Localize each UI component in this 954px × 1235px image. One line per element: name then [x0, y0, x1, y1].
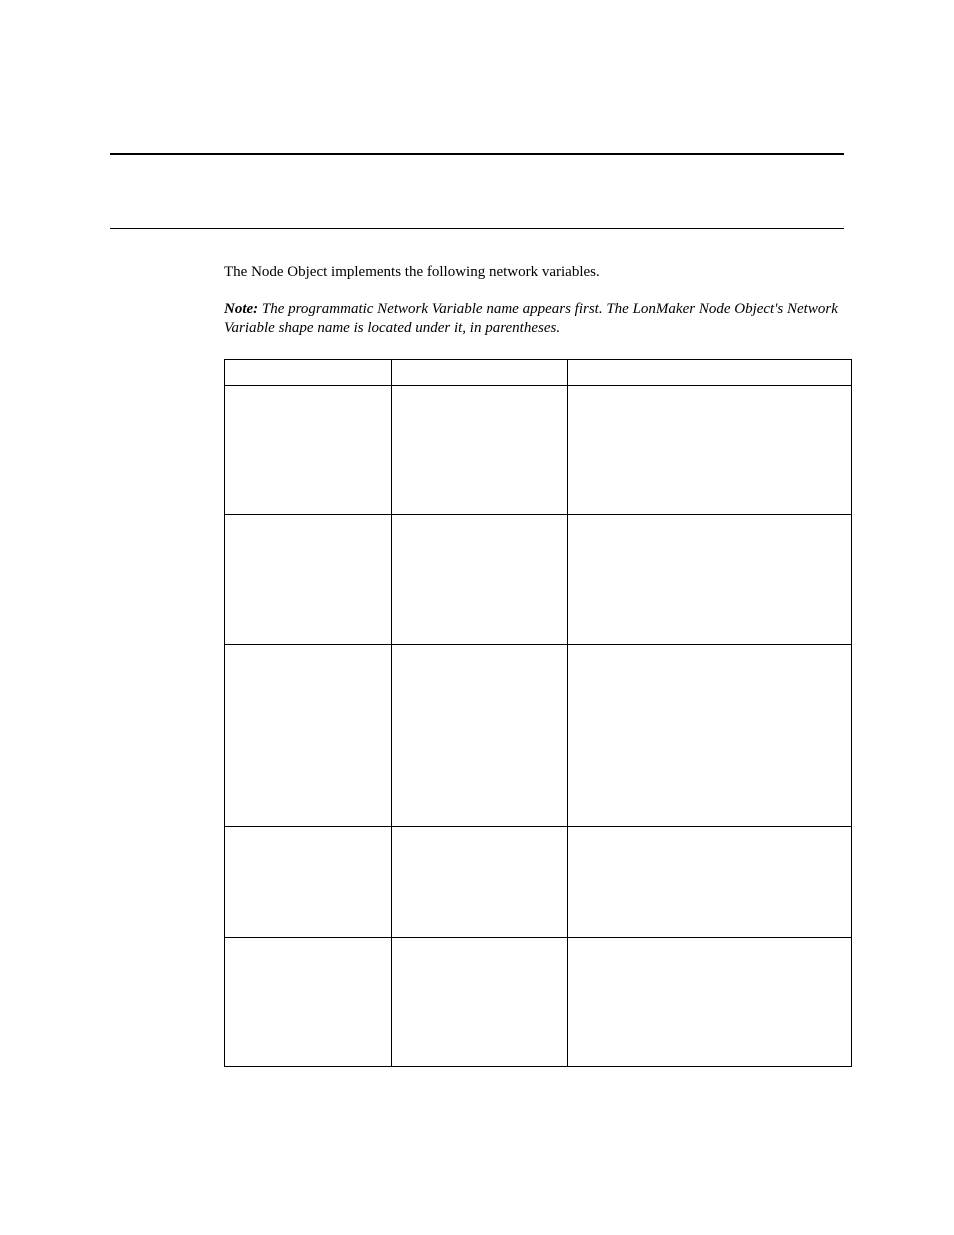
table-header-cell	[225, 360, 392, 386]
table-cell	[392, 645, 568, 827]
intro-paragraph: The Node Object implements the following network variables.	[224, 264, 600, 280]
table-row	[225, 645, 852, 827]
note-paragraph	[224, 300, 850, 338]
table-cell	[392, 827, 568, 938]
table-cell	[225, 515, 392, 645]
header-rule-thin	[110, 228, 844, 229]
table-cell	[568, 827, 852, 938]
table-row	[225, 938, 852, 1067]
header-rule-thick	[110, 153, 844, 155]
table-header-cell	[568, 360, 852, 386]
table-cell	[568, 386, 852, 515]
table-header-row	[225, 360, 852, 386]
table-cell	[225, 938, 392, 1067]
table-cell	[225, 645, 392, 827]
table-header-cell	[392, 360, 568, 386]
table-cell	[392, 938, 568, 1067]
table-row	[225, 386, 852, 515]
note-label: Note:	[224, 301, 259, 317]
table-cell	[568, 515, 852, 645]
network-variables-table	[224, 359, 852, 1067]
table-cell	[225, 386, 392, 515]
table-cell	[568, 938, 852, 1067]
table-cell	[225, 827, 392, 938]
table-row	[225, 515, 852, 645]
table-cell	[392, 515, 568, 645]
table-cell	[392, 386, 568, 515]
table-cell	[568, 645, 852, 827]
note-text: The programmatic Network Variable name appears first. The LonMaker Node Object's Network Variable shape name is located under it, in parentheses.	[224, 301, 838, 336]
table-row	[225, 827, 852, 938]
